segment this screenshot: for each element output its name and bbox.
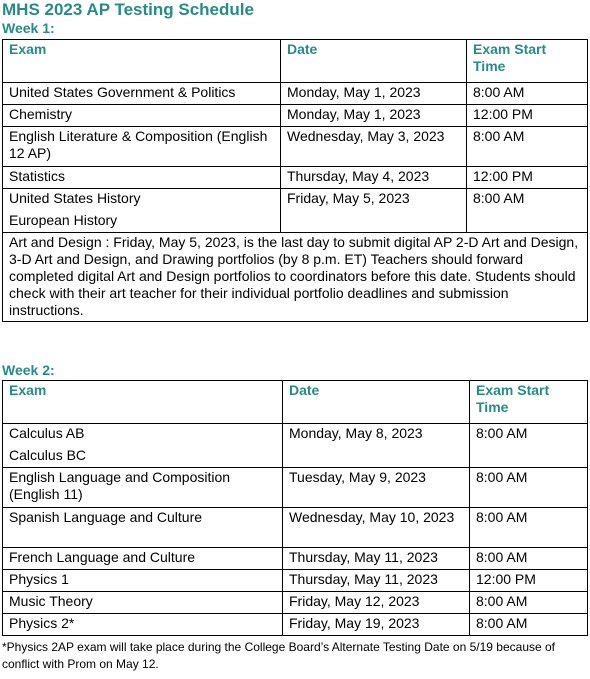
date-cell: Tuesday, May 9, 2023 (283, 468, 470, 508)
time-cell: 8:00 AM (470, 592, 588, 614)
date-cell: Thursday, May 11, 2023 (283, 570, 470, 592)
table-row (3, 105, 588, 127)
exam-name: Calculus AB (9, 425, 85, 441)
header-start-time: Exam Start Time (470, 381, 588, 424)
table-header-row (3, 40, 588, 83)
date-cell: Thursday, May 4, 2023 (281, 167, 467, 189)
date-cell: Monday, May 8, 2023 (283, 424, 470, 468)
date-cell: Friday, May 5, 2023 (281, 189, 467, 233)
header-start-time: Exam Start Time (467, 40, 588, 83)
date-cell: Friday, May 19, 2023 (283, 614, 470, 636)
week-1-label: Week 1: (2, 20, 55, 36)
date-cell: Monday, May 1, 2023 (281, 83, 467, 105)
week-2-table (2, 380, 588, 636)
table-row (3, 592, 588, 614)
time-cell: 8:00 AM (467, 127, 588, 167)
time-cell: 8:00 AM (470, 508, 588, 548)
header-exam: Exam (3, 381, 283, 424)
time-cell: 8:00 AM (470, 468, 588, 508)
exam-name: European History (9, 212, 118, 228)
exam-cell: Chemistry (3, 105, 281, 127)
exam-cell: Physics 2* (3, 614, 283, 636)
exam-cell: French Language and Culture (3, 548, 283, 570)
exam-cell: United States Government & Politics (3, 83, 281, 105)
art-design-note-row (3, 233, 588, 322)
exam-cell (3, 424, 283, 468)
table-row (3, 83, 588, 105)
week-2-label: Week 2: (2, 362, 55, 378)
exam-cell: English Literature & Composition (English 12 AP) (3, 127, 281, 167)
exam-cell: Statistics (3, 167, 281, 189)
date-cell: Wednesday, May 10, 2023 (283, 508, 470, 548)
date-cell: Wednesday, May 3, 2023 (281, 127, 467, 167)
table-row (3, 614, 588, 636)
table-header-row (3, 381, 588, 424)
footnote: *Physics 2AP exam will take place during the College Board’s Alternate Testing Date on 5/19 because of conflict with Prom on May 12. (2, 640, 556, 671)
table-row (3, 468, 588, 508)
table-row (3, 508, 588, 548)
table-row (3, 548, 588, 570)
exam-cell: Physics 1 (3, 570, 283, 592)
time-cell: 8:00 AM (470, 424, 588, 468)
table-row (3, 127, 588, 167)
table-row (3, 424, 588, 468)
time-cell: 8:00 AM (470, 548, 588, 570)
date-cell: Friday, May 12, 2023 (283, 592, 470, 614)
header-exam: Exam (3, 40, 281, 83)
date-cell: Monday, May 1, 2023 (281, 105, 467, 127)
table-row (3, 570, 588, 592)
header-date: Date (281, 40, 467, 83)
time-cell: 8:00 AM (467, 189, 588, 233)
time-cell: 8:00 AM (470, 614, 588, 636)
time-cell: 12:00 PM (467, 167, 588, 189)
header-date: Date (283, 381, 470, 424)
date-cell: Thursday, May 11, 2023 (283, 548, 470, 570)
art-design-note: Art and Design : Friday, May 5, 2023, is the last day to submit digital AP 2-D Art and Design, 3-D Art and Design, and Drawing portfolios (by 8 p.m. ET) Teachers should forward completed digital Art and Design portfolios to coordinators before this date. Students should check with their art teacher for their individual portfolio deadlines and submission instructions. (3, 233, 588, 322)
exam-cell: Music Theory (3, 592, 283, 614)
exam-cell (3, 189, 281, 233)
week-1-table (2, 39, 588, 322)
exam-cell: English Language and Composition (English 11) (3, 468, 283, 508)
time-cell: 12:00 PM (467, 105, 588, 127)
exam-name: United States History (9, 190, 141, 206)
exam-name: Calculus BC (9, 447, 87, 463)
table-row (3, 189, 588, 233)
page-title: MHS 2023 AP Testing Schedule (2, 0, 254, 19)
table-row (3, 167, 588, 189)
time-cell: 12:00 PM (470, 570, 588, 592)
time-cell: 8:00 AM (467, 83, 588, 105)
exam-cell: Spanish Language and Culture (3, 508, 283, 548)
